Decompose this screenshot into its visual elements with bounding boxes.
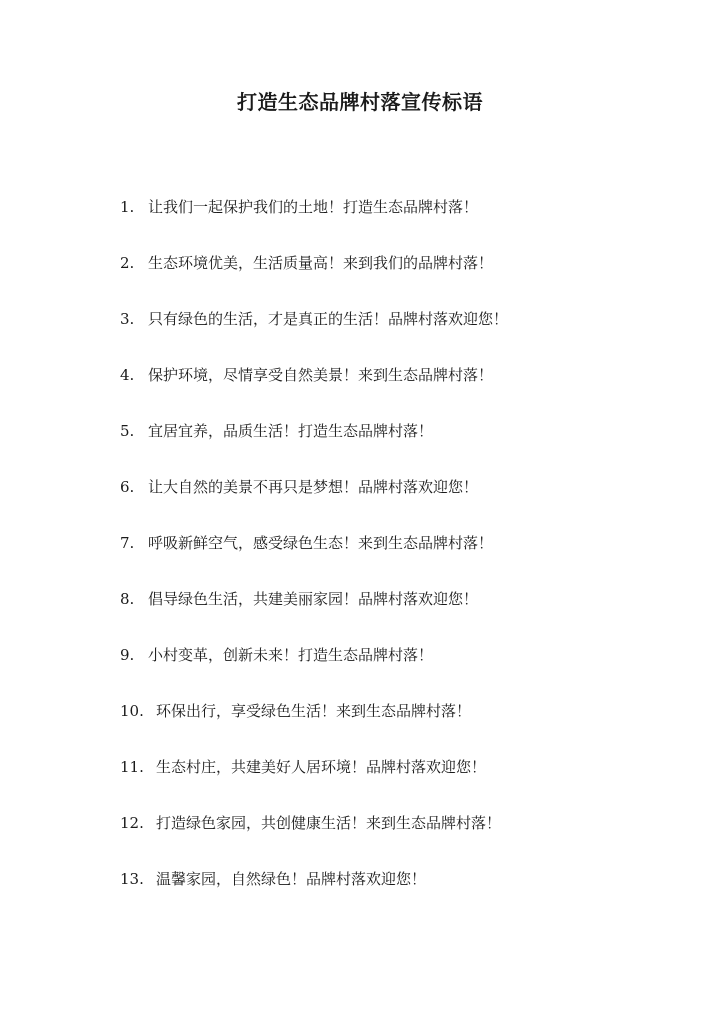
list-item [120, 360, 680, 416]
list-item [120, 752, 680, 808]
list-text: 只有绿色的生活，才是真正的生活！品牌村落欢迎您！ [148, 310, 509, 328]
list-item [120, 472, 680, 528]
page-title: 打造生态品牌村落宣传标语 [237, 90, 483, 114]
slogan-list [120, 192, 680, 920]
list-number: 1. [120, 198, 135, 216]
list-number: 3. [120, 310, 135, 328]
list-text: 宜居宜养，品质生活！打造生态品牌村落！ [148, 422, 434, 440]
list-text: 环保出行，享受绿色生活！来到生态品牌村落！ [156, 702, 472, 720]
list-text: 让我们一起保护我们的土地！打造生态品牌村落！ [148, 198, 479, 216]
list-text: 温馨家园，自然绿色！品牌村落欢迎您！ [156, 870, 427, 888]
list-item [120, 864, 680, 920]
list-item [120, 696, 680, 752]
list-number: 9. [120, 646, 135, 664]
list-item [120, 640, 680, 696]
list-text: 让大自然的美景不再只是梦想！品牌村落欢迎您！ [148, 478, 479, 496]
list-item [120, 584, 680, 640]
list-number: 5. [120, 422, 135, 440]
list-number: 12. [120, 814, 144, 832]
list-number: 6. [120, 478, 135, 496]
list-number: 13. [120, 870, 144, 888]
list-number: 4. [120, 366, 135, 384]
list-text: 生态环境优美，生活质量高！来到我们的品牌村落！ [148, 254, 494, 272]
list-item [120, 528, 680, 584]
list-number: 11. [120, 758, 144, 776]
list-item [120, 808, 680, 864]
list-text: 呼吸新鲜空气，感受绿色生态！来到生态品牌村落！ [148, 534, 494, 552]
list-text: 小村变革，创新未来！打造生态品牌村落！ [148, 646, 434, 664]
list-text: 生态村庄，共建美好人居环境！品牌村落欢迎您！ [156, 758, 487, 776]
list-number: 2. [120, 254, 135, 272]
list-item [120, 416, 680, 472]
list-text: 保护环境，尽情享受自然美景！来到生态品牌村落！ [148, 366, 494, 384]
list-item [120, 192, 680, 248]
list-item [120, 304, 680, 360]
list-item [120, 248, 680, 304]
list-number: 7. [120, 534, 135, 552]
list-number: 10. [120, 702, 144, 720]
list-number: 8. [120, 590, 135, 608]
list-text: 倡导绿色生活，共建美丽家园！品牌村落欢迎您！ [148, 590, 479, 608]
list-text: 打造绿色家园，共创健康生活！来到生态品牌村落！ [156, 814, 502, 832]
